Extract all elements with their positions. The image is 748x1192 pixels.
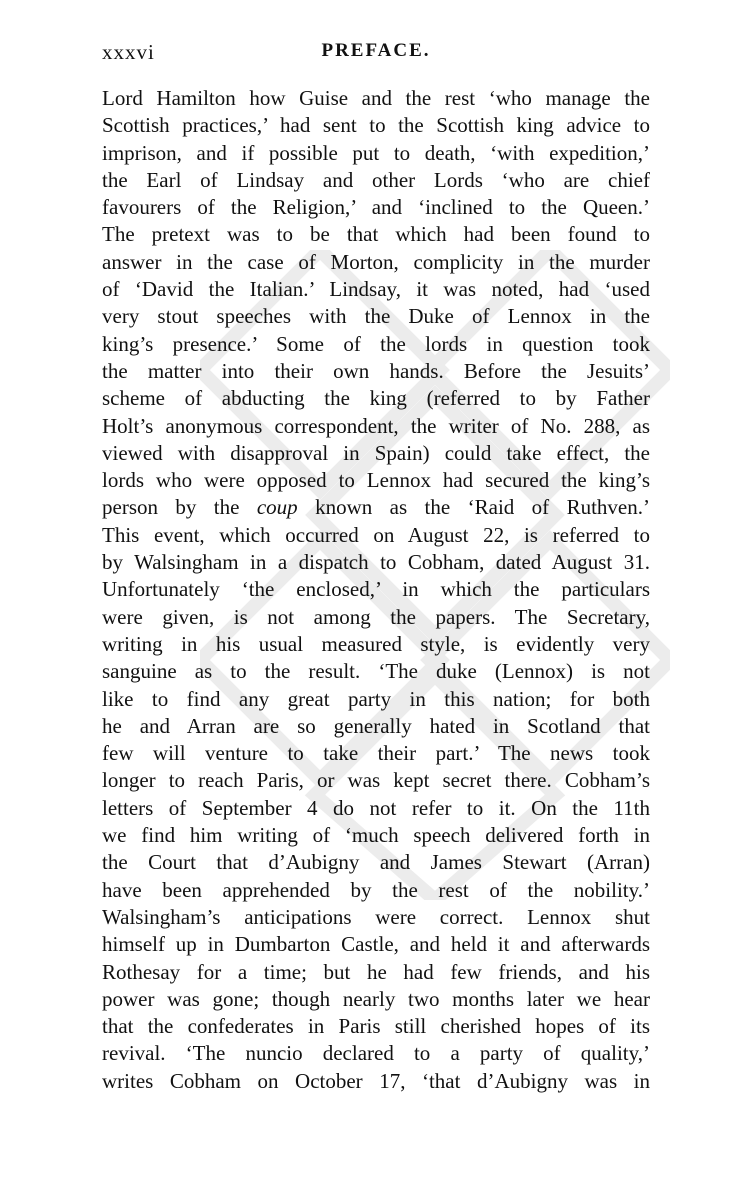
text-line-start: person by the xyxy=(102,495,257,520)
page-header xyxy=(102,40,650,72)
text-line: were given, is not among the papers. The Secretary, xyxy=(102,604,650,629)
text-line xyxy=(102,494,650,521)
text-line: letters of September 4 do not refer to it. On the 11th xyxy=(102,795,650,820)
text-line: Walsingham’s anticipations were correct. Lennox shut xyxy=(102,904,650,929)
body-text xyxy=(102,85,650,1095)
text-line: longer to reach Paris, or was kept secret there. Cobham’s xyxy=(102,768,650,793)
text-line: Holt’s anonymous correspondent, the writer of No. 288, as xyxy=(102,413,650,438)
text-line: the matter into their own hands. Before the Jesuits’ xyxy=(102,358,650,383)
text-line-end: known as the ‘Raid of Ruthven.’ xyxy=(297,495,650,520)
text-line: the Court that d’Aubigny and James Stewart (Arran) xyxy=(102,850,650,875)
text-line: that the confederates in Paris still cherished hopes of its xyxy=(102,1014,650,1039)
text-line: we find him writing of ‘much speech delivered forth in xyxy=(102,823,650,848)
text-line: Rothesay for a time; but he had few friends, and his xyxy=(102,959,650,984)
text-line: answer in the case of Morton, complicity in the murder xyxy=(102,249,650,274)
text-line: revival. ‘The nuncio declared to a party of quality,’ xyxy=(102,1041,650,1066)
text-line: king’s presence.’ Some of the lords in question took xyxy=(102,331,650,356)
text-line: writes Cobham on October 17, ‘that d’Aubigny was in xyxy=(102,1068,650,1093)
text-line: sanguine as to the result. ‘The duke (Lennox) is not xyxy=(102,659,650,684)
text-line: he and Arran are so generally hated in Scotland that xyxy=(102,713,650,738)
text-line: very stout speeches with the Duke of Lennox in the xyxy=(102,304,650,329)
text-line: writing in his usual measured style, is evidently very xyxy=(102,631,650,656)
text-line: power was gone; though nearly two months later we hear xyxy=(102,986,650,1011)
text-line: viewed with disapproval in Spain) could take effect, the xyxy=(102,440,650,465)
text-line: the Earl of Lindsay and other Lords ‘who are chief xyxy=(102,167,650,192)
text-line: few will venture to take their part.’ The news took xyxy=(102,741,650,766)
text-line: imprison, and if possible put to death, ‘with expedition,’ xyxy=(102,140,650,165)
text-line: The pretext was to be that which had been found to xyxy=(102,222,650,247)
text-line: This event, which occurred on August 22, is referred to xyxy=(102,522,650,547)
text-line: favourers of the Religion,’ and ‘inclined to the Queen.’ xyxy=(102,195,650,220)
text-line: like to find any great party in this nation; for both xyxy=(102,686,650,711)
page-number: xxxvi xyxy=(102,40,155,64)
text-line: Unfortunately ‘the enclosed,’ in which the particulars xyxy=(102,577,650,602)
italic-word: coup xyxy=(256,495,298,520)
running-head: PREFACE. xyxy=(321,40,431,61)
text-line: have been apprehended by the rest of the nobility.’ xyxy=(102,877,650,902)
text-line: himself up in Dumbarton Castle, and held it and afterwards xyxy=(102,932,650,957)
text-line: Lord Hamilton how Guise and the rest ‘who manage the xyxy=(102,86,650,110)
text-line: by Walsingham in a dispatch to Cobham, dated August 31. xyxy=(102,550,650,575)
text-line: Scottish practices,’ had sent to the Scottish king advice to xyxy=(102,113,650,138)
text-line: of ‘David the Italian.’ Lindsay, it was noted, had ‘used xyxy=(102,277,650,302)
text-line: lords who were opposed to Lennox had secured the king’s xyxy=(102,468,650,493)
text-line: scheme of abducting the king (referred to by Father xyxy=(102,386,650,411)
